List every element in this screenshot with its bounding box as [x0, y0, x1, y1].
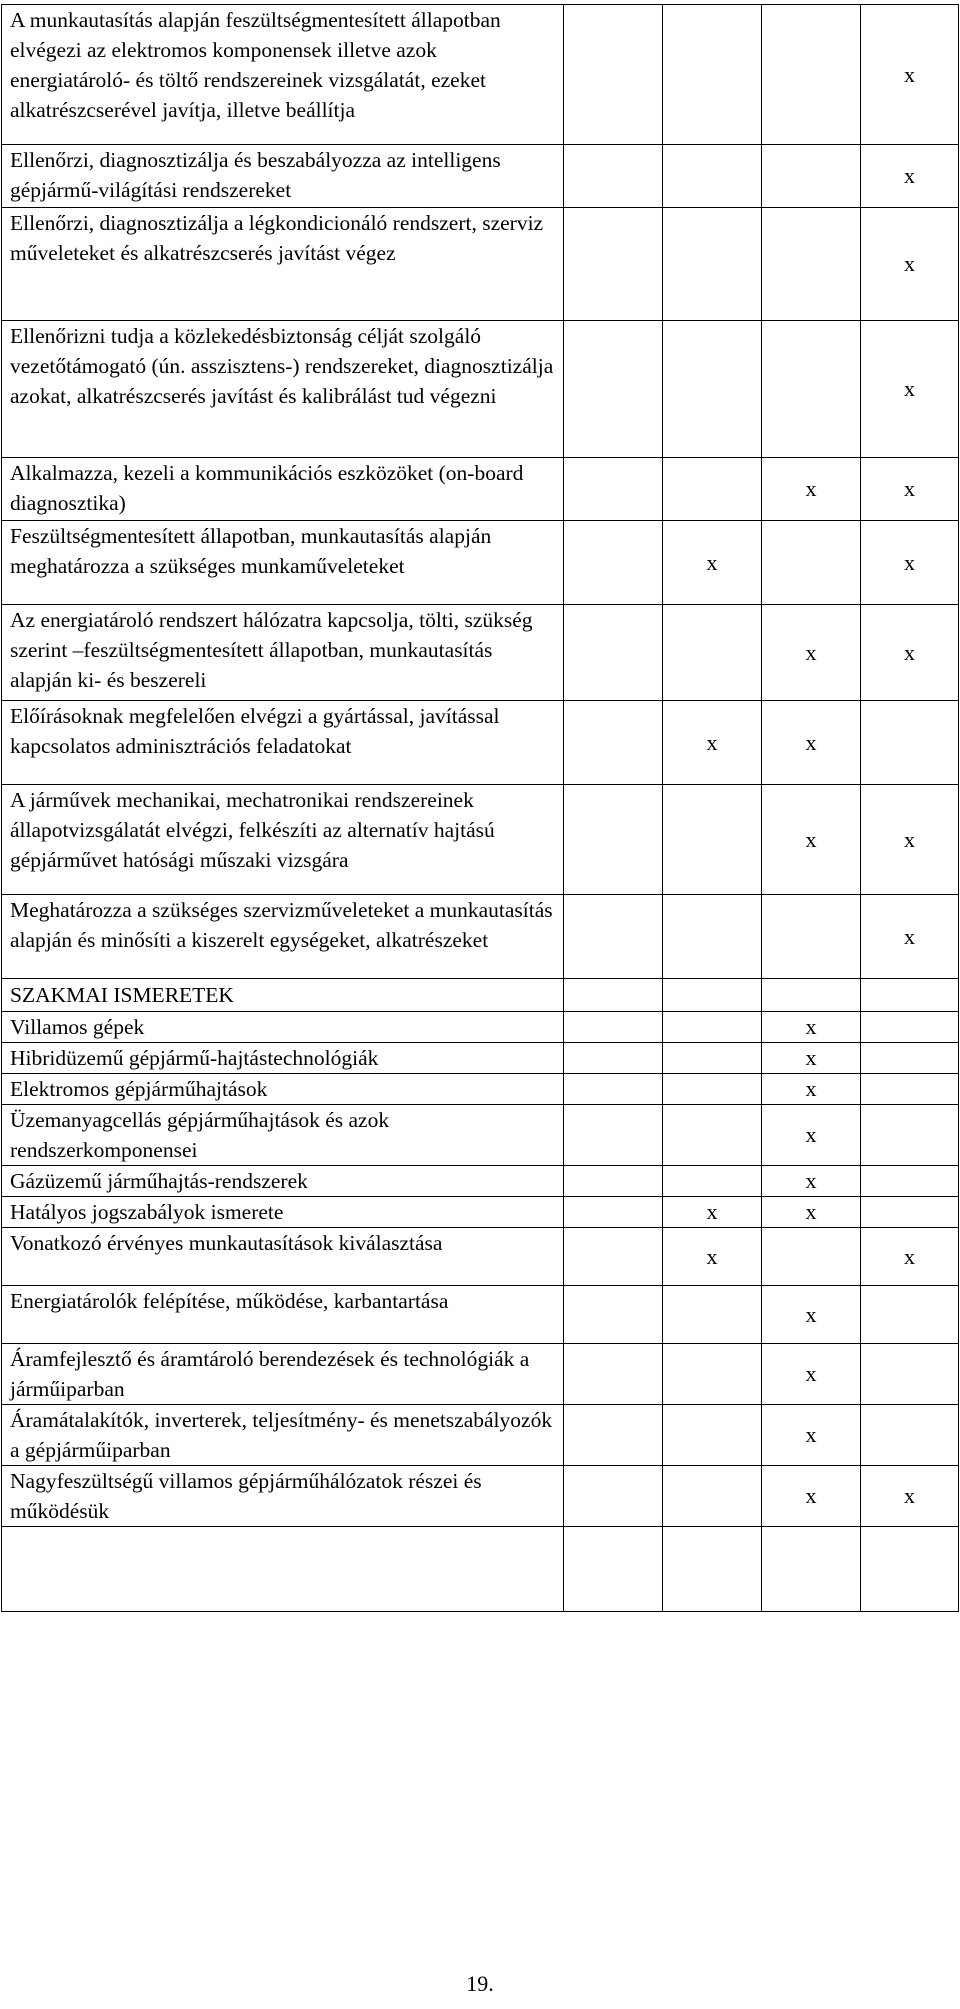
competency-description-cell	[2, 785, 564, 895]
table-row	[2, 1344, 959, 1405]
competency-table	[1, 4, 959, 1612]
mark-cell-2	[663, 785, 762, 895]
mark-cell-1	[564, 1228, 663, 1286]
mark-cell-3: x	[762, 605, 861, 701]
table-row	[2, 521, 959, 605]
competency-description-cell	[2, 1012, 564, 1043]
mark-cell-2	[663, 1405, 762, 1466]
mark-cell-1	[564, 1286, 663, 1344]
mark-cell-3	[762, 145, 861, 208]
mark-cell-3: x	[762, 1344, 861, 1405]
mark-cell-4	[861, 1105, 959, 1166]
mark-cell-2	[663, 145, 762, 208]
competency-text: Vonatkozó érvényes munkautasítások kiválasztása	[10, 1231, 443, 1255]
competency-description-cell	[2, 1466, 564, 1527]
mark-cell-1	[564, 895, 663, 979]
competency-description-cell	[2, 1043, 564, 1074]
mark-cell-1	[564, 1466, 663, 1527]
competency-description-cell	[2, 5, 564, 145]
competency-description-cell	[2, 1228, 564, 1286]
table-row	[2, 145, 959, 208]
table-row	[2, 1527, 959, 1612]
mark-cell-2	[663, 1012, 762, 1043]
mark-cell-2	[663, 1527, 762, 1612]
table-row	[2, 1228, 959, 1286]
mark-cell-2	[663, 5, 762, 145]
competency-text: Nagyfeszültségű villamos gépjárműhálózatok részei és működésük	[10, 1469, 482, 1523]
competency-description-cell	[2, 1527, 564, 1612]
table-row	[2, 1466, 959, 1527]
mark-cell-2	[663, 979, 762, 1012]
section-header-row	[2, 979, 959, 1012]
mark-cell-1	[564, 785, 663, 895]
table-row	[2, 1074, 959, 1105]
mark-cell-1	[564, 1012, 663, 1043]
mark-cell-1	[564, 5, 663, 145]
mark-cell-1	[564, 458, 663, 521]
mark-cell-4: x	[861, 208, 959, 321]
table-row	[2, 5, 959, 145]
competency-text: Alkalmazza, kezeli a kommunikációs eszközöket (on-board diagnosztika)	[10, 461, 524, 515]
mark-cell-4: x	[861, 1466, 959, 1527]
table-row	[2, 1012, 959, 1043]
mark-cell-3	[762, 979, 861, 1012]
competency-text: Hatályos jogszabályok ismerete	[10, 1200, 284, 1224]
mark-cell-1	[564, 1197, 663, 1228]
competency-text: Elektromos gépjárműhajtások	[10, 1077, 268, 1101]
competency-text: Villamos gépek	[10, 1015, 145, 1039]
mark-cell-3	[762, 1228, 861, 1286]
competency-description-cell	[2, 605, 564, 701]
mark-cell-4: x	[861, 895, 959, 979]
competency-text: A munkautasítás alapján feszültségmentesített állapotban elvégezi az elektromos komponensek illetve azok energiatároló- és töltő rendszereinek vizsgálatát, ezeket alkatrészcserével javítja, illetve beállítja	[10, 8, 501, 122]
mark-cell-2	[663, 605, 762, 701]
competency-description-cell	[2, 521, 564, 605]
mark-cell-1	[564, 979, 663, 1012]
competency-description-cell	[2, 1286, 564, 1344]
competency-text: A járművek mechanikai, mechatronikai rendszereinek állapotvizsgálatát elvégzi, felkészíti az alternatív hajtású gépjárművet hatósági műszaki vizsgára	[10, 788, 495, 872]
mark-cell-4	[861, 1527, 959, 1612]
competency-description-cell	[2, 321, 564, 458]
mark-cell-2	[663, 1286, 762, 1344]
mark-cell-3: x	[762, 1105, 861, 1166]
mark-cell-3: x	[762, 1074, 861, 1105]
mark-cell-4: x	[861, 521, 959, 605]
competency-text: Meghatározza a szükséges szervizműveleteket a munkautasítás alapján és minősíti a kiszerelt egységeket, alkatrészeket	[10, 898, 553, 952]
mark-cell-3: x	[762, 1197, 861, 1228]
section-title: SZAKMAI ISMERETEK	[10, 983, 234, 1007]
mark-cell-4	[861, 1012, 959, 1043]
mark-cell-2	[663, 458, 762, 521]
competency-description-cell	[2, 208, 564, 321]
table-row	[2, 458, 959, 521]
table-row	[2, 321, 959, 458]
mark-cell-3: x	[762, 1405, 861, 1466]
competency-text: Ellenőrzi, diagnosztizálja és beszabályozza az intelligens gépjármű-világítási rendszereket	[10, 148, 501, 202]
table-row	[2, 1043, 959, 1074]
mark-cell-3: x	[762, 701, 861, 785]
mark-cell-2	[663, 1105, 762, 1166]
mark-cell-3	[762, 895, 861, 979]
mark-cell-4: x	[861, 458, 959, 521]
mark-cell-1	[564, 145, 663, 208]
competency-table-body	[2, 5, 959, 1612]
mark-cell-3: x	[762, 1012, 861, 1043]
mark-cell-1	[564, 1074, 663, 1105]
competency-description-cell	[2, 145, 564, 208]
mark-cell-1	[564, 208, 663, 321]
competency-text: Ellenőrizni tudja a közlekedésbiztonság célját szolgáló vezetőtámogató (ún. asszisztens-) rendszereket, diagnosztizálja azokat, alkatrészcserés javítást és kalibrálást tud végezni	[10, 324, 554, 408]
mark-cell-2	[663, 895, 762, 979]
mark-cell-4: x	[861, 321, 959, 458]
competency-description-cell	[2, 1197, 564, 1228]
competency-description-cell	[2, 458, 564, 521]
mark-cell-3: x	[762, 785, 861, 895]
mark-cell-2	[663, 1043, 762, 1074]
mark-cell-4	[861, 1166, 959, 1197]
mark-cell-2	[663, 1074, 762, 1105]
mark-cell-3	[762, 1527, 861, 1612]
mark-cell-1	[564, 321, 663, 458]
mark-cell-3: x	[762, 1043, 861, 1074]
mark-cell-1	[564, 1405, 663, 1466]
competency-description-cell	[2, 895, 564, 979]
competency-text: Áramfejlesztő és áramtároló berendezések és technológiák a járműiparban	[10, 1347, 530, 1401]
table-row	[2, 785, 959, 895]
mark-cell-3: x	[762, 458, 861, 521]
mark-cell-4	[861, 1405, 959, 1466]
competency-text: Üzemanyagcellás gépjárműhajtások és azok rendszerkomponensei	[10, 1108, 390, 1162]
competency-text: Hibridüzemű gépjármű-hajtástechnológiák	[10, 1046, 379, 1070]
mark-cell-2: x	[663, 521, 762, 605]
mark-cell-1	[564, 1043, 663, 1074]
mark-cell-4: x	[861, 1228, 959, 1286]
mark-cell-4: x	[861, 145, 959, 208]
mark-cell-3: x	[762, 1466, 861, 1527]
page-number: 19.	[466, 1971, 494, 1996]
competency-description-cell	[2, 1166, 564, 1197]
competency-description-cell	[2, 1344, 564, 1405]
mark-cell-4	[861, 1344, 959, 1405]
table-row	[2, 1197, 959, 1228]
mark-cell-3: x	[762, 1166, 861, 1197]
mark-cell-3: x	[762, 1286, 861, 1344]
mark-cell-2: x	[663, 1228, 762, 1286]
competency-text: Ellenőrzi, diagnosztizálja a légkondicionáló rendszert, szerviz műveleteket és alkatrészcserés javítást végez	[10, 211, 544, 265]
mark-cell-2	[663, 321, 762, 458]
mark-cell-4: x	[861, 785, 959, 895]
mark-cell-1	[564, 1166, 663, 1197]
table-row	[2, 605, 959, 701]
mark-cell-2: x	[663, 1197, 762, 1228]
mark-cell-1	[564, 1105, 663, 1166]
mark-cell-2	[663, 1466, 762, 1527]
mark-cell-2	[663, 1344, 762, 1405]
competency-text: Energiatárolók felépítése, működése, karbantartása	[10, 1289, 449, 1313]
competency-text: Áramátalakítók, inverterek, teljesítmény- és menetszabályozók a gépjárműiparban	[10, 1408, 553, 1462]
mark-cell-4	[861, 1197, 959, 1228]
table-row	[2, 701, 959, 785]
table-row	[2, 1405, 959, 1466]
competency-description-cell	[2, 701, 564, 785]
mark-cell-4	[861, 1074, 959, 1105]
mark-cell-1	[564, 1527, 663, 1612]
mark-cell-2	[663, 208, 762, 321]
mark-cell-1	[564, 701, 663, 785]
competency-description-cell	[2, 1405, 564, 1466]
competency-text: Feszültségmentesített állapotban, munkautasítás alapján meghatározza a szükséges munkaműveleteket	[10, 524, 492, 578]
mark-cell-3	[762, 208, 861, 321]
table-row	[2, 1105, 959, 1166]
table-row	[2, 1286, 959, 1344]
mark-cell-4: x	[861, 605, 959, 701]
mark-cell-4	[861, 1286, 959, 1344]
mark-cell-3	[762, 321, 861, 458]
competency-description-cell	[2, 1074, 564, 1105]
mark-cell-4	[861, 1043, 959, 1074]
section-title-cell	[2, 979, 564, 1012]
mark-cell-2: x	[663, 701, 762, 785]
mark-cell-3	[762, 521, 861, 605]
competency-text: Az energiatároló rendszert hálózatra kapcsolja, tölti, szükség szerint –feszültségmentesített állapotban, munkautasítás alapján ki- és beszereli	[10, 608, 533, 692]
table-row	[2, 208, 959, 321]
competency-text: Gázüzemű járműhajtás-rendszerek	[10, 1169, 308, 1193]
mark-cell-4	[861, 979, 959, 1012]
mark-cell-1	[564, 521, 663, 605]
mark-cell-3	[762, 5, 861, 145]
mark-cell-4: x	[861, 5, 959, 145]
competency-description-cell	[2, 1105, 564, 1166]
competency-text: Előírásoknak megfelelően elvégzi a gyártással, javítással kapcsolatos adminisztrációs feladatokat	[10, 704, 500, 758]
mark-cell-4	[861, 701, 959, 785]
mark-cell-1	[564, 1344, 663, 1405]
table-row	[2, 895, 959, 979]
table-row	[2, 1166, 959, 1197]
mark-cell-1	[564, 605, 663, 701]
mark-cell-2	[663, 1166, 762, 1197]
